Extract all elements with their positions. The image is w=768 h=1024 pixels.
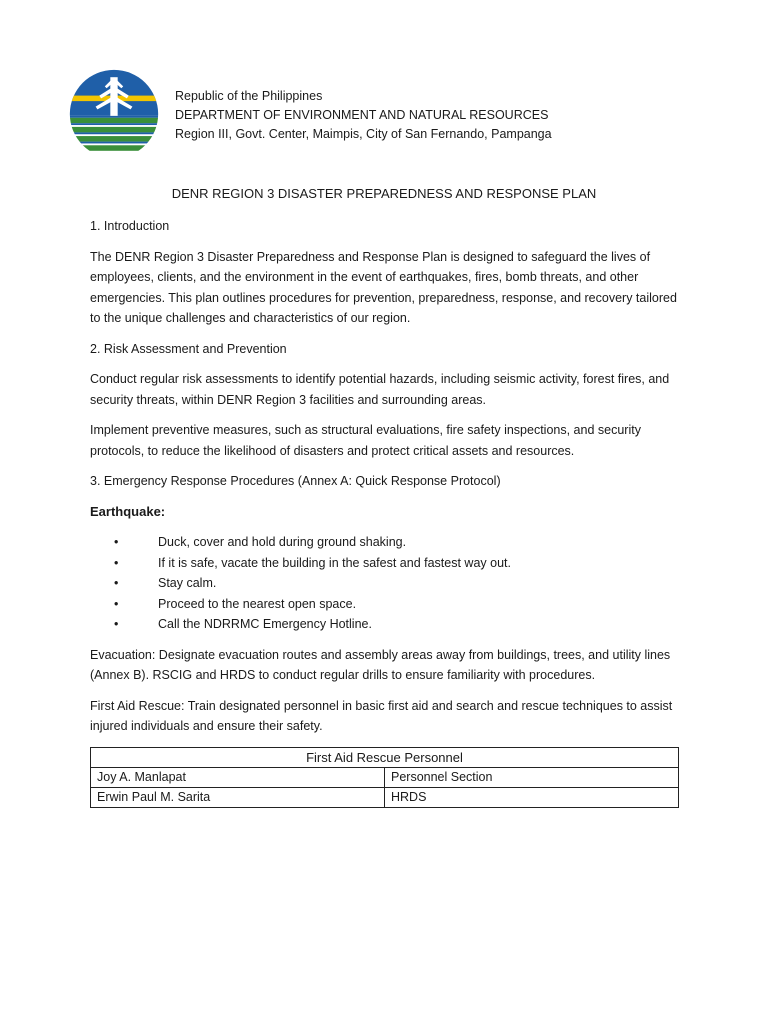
list-item xyxy=(90,614,690,635)
table-header-row xyxy=(91,747,679,767)
table-row xyxy=(91,767,679,787)
table-header: First Aid Rescue Personnel xyxy=(91,747,679,767)
list-item-text: Proceed to the nearest open space. xyxy=(158,596,357,611)
letterhead-department: DEPARTMENT OF ENVIRONMENT AND NATURAL RESOURCES xyxy=(175,108,549,122)
section-1-paragraph: The DENR Region 3 Disaster Preparedness and Response Plan is designed to safeguard the lives of employees, clients, and the environment in the event of earthquakes, fires, bomb threats, and other emergencies. This plan outlines procedures for prevention, preparedness, response, and recovery tailored to the unique challenges and characteristics of our region. xyxy=(90,249,677,325)
list-item-text: Call the NDRRMC Emergency Hotline. xyxy=(158,617,372,631)
table-cell-name: Erwin Paul M. Sarita xyxy=(91,787,385,807)
list-item xyxy=(90,553,690,574)
bullet-icon: • xyxy=(114,576,119,590)
document-title: DENR REGION 3 DISASTER PREPAREDNESS AND RESPONSE PLAN xyxy=(171,186,597,201)
list-item xyxy=(90,532,690,553)
bullet-icon: • xyxy=(114,596,119,611)
section-3-heading: 3. Emergency Response Procedures (Annex A: Quick Response Protocol) xyxy=(90,474,501,488)
table-cell-name: Joy A. Manlapat xyxy=(91,767,385,787)
denr-logo xyxy=(68,68,160,160)
earthquake-steps-list xyxy=(90,532,690,635)
letterhead xyxy=(175,87,552,144)
bullet-icon: • xyxy=(114,555,119,570)
bullet-icon: • xyxy=(114,535,119,549)
section-2-paragraph-2: Implement preventive measures, such as structural evaluations, fire safety inspections, and security protocols, to reduce the likelihood of disasters and protect critical assets and resources. xyxy=(90,423,641,458)
list-item xyxy=(90,573,690,594)
section-2-heading: 2. Risk Assessment and Prevention xyxy=(90,341,287,356)
first-aid-paragraph: First Aid Rescue: Train designated personnel in basic first aid and search and rescue techniques to assist injured individuals and ensure their safety. xyxy=(90,698,673,733)
section-1-heading: 1. Introduction xyxy=(90,219,170,233)
list-item-text: Stay calm. xyxy=(158,576,217,590)
table-cell-section: Personnel Section xyxy=(385,767,679,787)
table-cell-section: HRDS xyxy=(385,787,679,807)
document-body xyxy=(90,216,690,808)
list-item xyxy=(90,594,690,615)
list-item-text: Duck, cover and hold during ground shaking. xyxy=(158,535,407,549)
section-2-paragraph-1: Conduct regular risk assessments to identify potential hazards, including seismic activity, forest fires, and security threats, within DENR Region 3 facilities and surrounding areas. xyxy=(90,372,670,407)
letterhead-republic: Republic of the Philippines xyxy=(175,89,323,103)
personnel-table xyxy=(90,747,679,808)
table-row xyxy=(91,787,679,807)
bullet-icon: • xyxy=(114,617,119,631)
earthquake-label: Earthquake: xyxy=(90,503,166,519)
evacuation-paragraph: Evacuation: Designate evacuation routes and assembly areas away from buildings, trees, and utility lines (Annex B). RSCIG and HRDS to conduct regular drills to ensure familiarity with procedures. xyxy=(90,647,671,682)
letterhead-address: Region III, Govt. Center, Maimpis, City of San Fernando, Pampanga xyxy=(175,127,552,141)
list-item-text: If it is safe, vacate the building in the safest and fastest way out. xyxy=(158,555,511,570)
